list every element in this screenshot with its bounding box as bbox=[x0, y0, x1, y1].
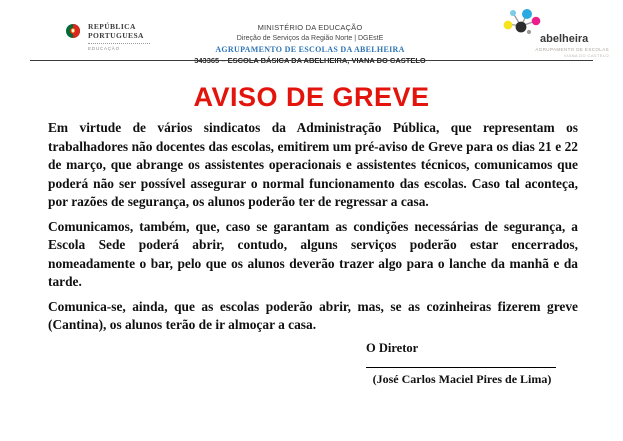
school-cluster-name: AGRUPAMENTO DE ESCOLAS DA ABELHEIRA bbox=[215, 44, 405, 54]
signature-name: (José Carlos Maciel Pires de Lima) bbox=[372, 371, 552, 386]
notice-title: AVISO DE GREVE bbox=[193, 82, 430, 112]
directorate-name: Direção de Serviços da Região Norte | DGEstE bbox=[236, 35, 384, 42]
signature-role: O Diretor bbox=[366, 340, 419, 355]
school-name-code: 343365 – ESCOLA BÁSICA DA ABELHEIRA, VIANA DO CASTELO bbox=[194, 56, 426, 65]
abelheira-school-logo bbox=[501, 8, 611, 58]
signature-block bbox=[366, 341, 558, 387]
abelheira-logo-subtitle: AGRUPAMENTO DE ESCOLAS bbox=[535, 47, 609, 52]
abelheira-logo-location: VIANA DO CASTELO bbox=[563, 53, 609, 58]
notice-paragraph-2: Comunicamos, também, que, caso se garantam as condições necessárias de segurança, a Escola Sede poderá abrir, contudo, alguns serviços poderão estar encerrados, nomeadamente o bar, pelo que os alunos deverão trazer algo para o lanche da manhã e da tarde. bbox=[48, 218, 578, 289]
republica-portuguesa-logo bbox=[66, 21, 150, 51]
gov-logo-divider bbox=[88, 43, 150, 44]
notice-paragraph-1: Em virtude de vários sindicatos da Administração Pública, que representam os trabalhadores não docentes das escolas, emitirem um pré-aviso de Greve para os dias 21 e 22 de março, que abrange os assistentes operacionais e assistentes técnicos, comunicamos que poderá não ser possível assegurar o normal funcionamento das escolas. Caso tal aconteça, por razões de segurança, os alunos poderão ter de regressar a casa. bbox=[48, 120, 578, 209]
gov-department-label: EDUCAÇÃO bbox=[88, 45, 120, 51]
portugal-flag-icon bbox=[66, 21, 83, 50]
letterhead-divider bbox=[30, 60, 593, 61]
notice-paragraph-3: Comunica-se, ainda, que as escolas poderão abrir, mas, se as cozinheiras fizerem greve (Cantina), os alunos terão de ir almoçar a casa. bbox=[48, 298, 578, 332]
abelheira-logo-name: abelheira bbox=[540, 33, 589, 45]
signature-line bbox=[366, 356, 556, 368]
gov-country-line2: PORTUGUESA bbox=[88, 30, 144, 40]
ministry-name: MINISTÉRIO DA EDUCAÇÃO bbox=[257, 23, 363, 32]
gov-country-line1: REPÚBLICA bbox=[88, 22, 136, 31]
letterhead bbox=[160, 23, 460, 65]
notice-body bbox=[48, 119, 578, 387]
abelheira-molecule-icon bbox=[501, 8, 545, 46]
